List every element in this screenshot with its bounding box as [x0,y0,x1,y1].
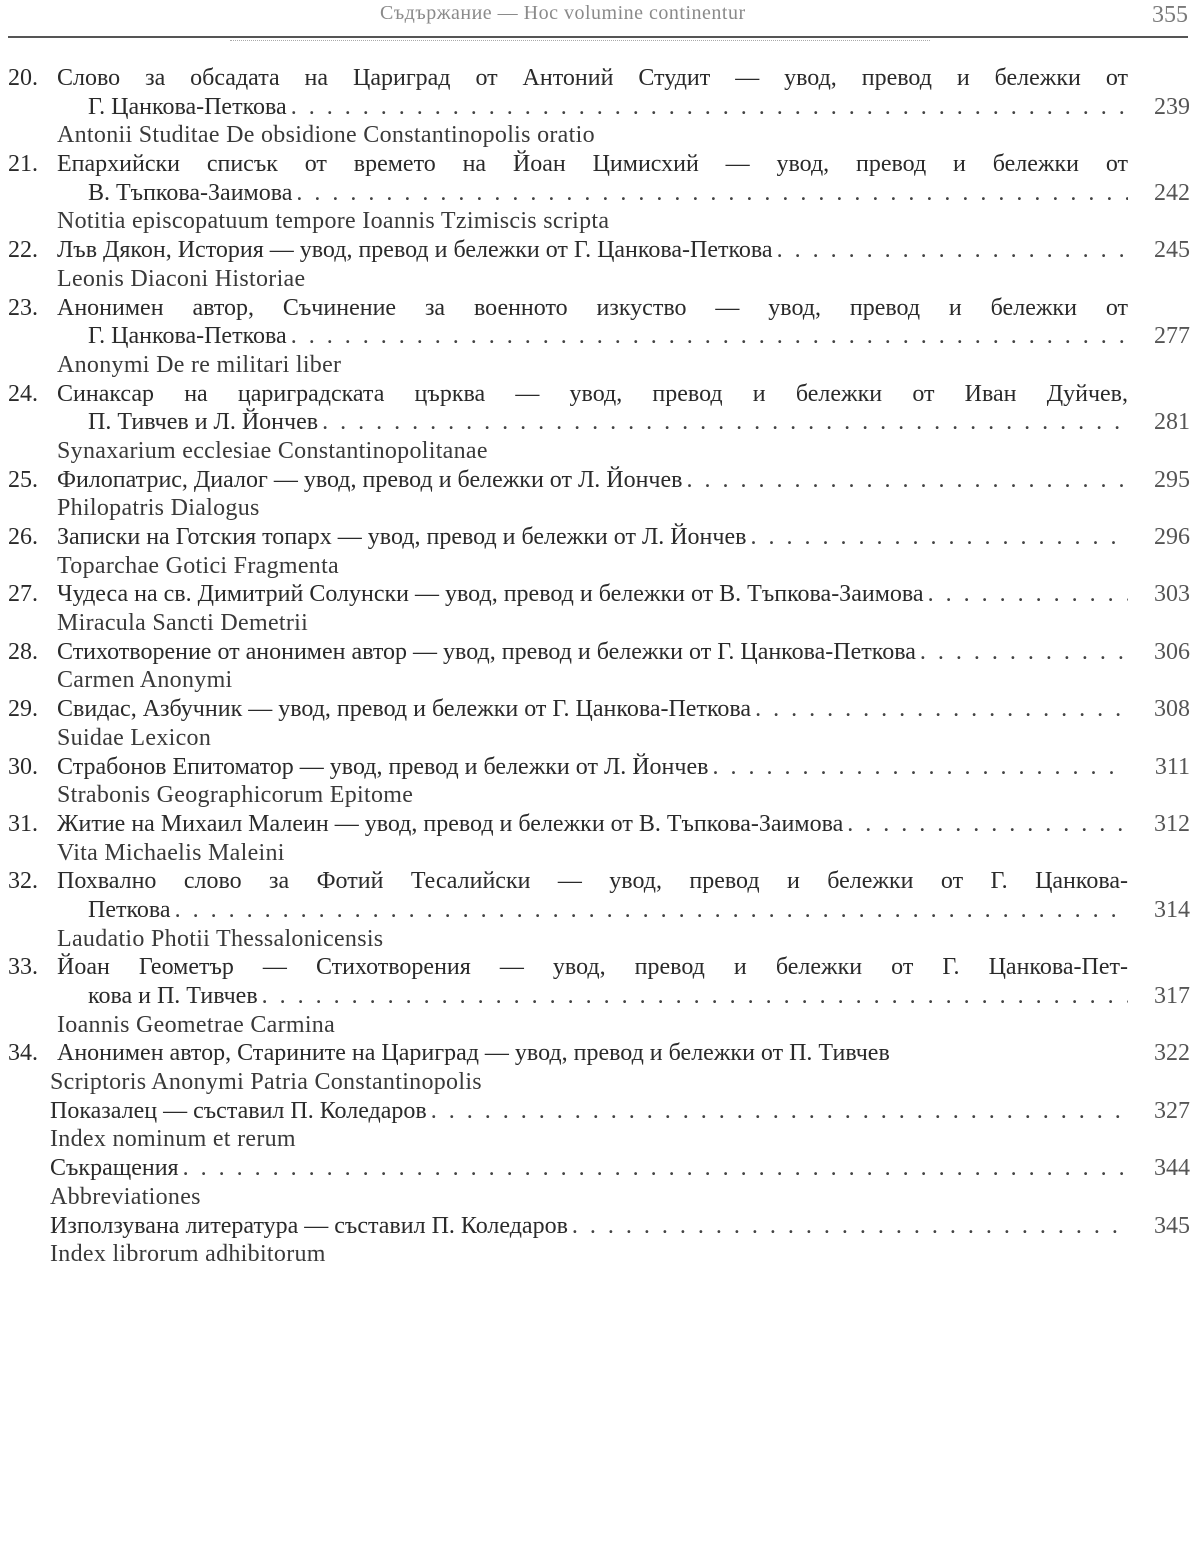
dot-leader [843,810,1128,839]
entry-page: 308 [1154,696,1190,723]
dot-leader [568,1212,1128,1241]
entry-latin-title: Carmen Anonymi [57,667,233,694]
toc-entry-24 [0,380,1200,466]
dot-leader [773,236,1128,265]
toc-entry-21 [0,150,1200,236]
entry-title: Свидас, Азбучник — увод, превод и бележки от Г. Цанкова-Петкова [57,696,752,723]
dot-leader [916,638,1128,667]
entry-page: 322 [1154,1040,1190,1067]
entry-title: Показалец — съставил П. Коледаров [50,1097,427,1124]
dot-leader [746,523,1128,552]
toc-entry-bibliography [0,1212,1200,1269]
entry-latin-title: Laudatio Photii Thessalonicensis [57,925,384,952]
entry-title-line2: кова и П. Тивчев [88,983,258,1009]
entry-page: 317 [1154,983,1190,1009]
toc-entry-27 [0,580,1200,637]
entry-title: Чудеса на св. Димитрий Солунски — увод, превод и бележки от В. Тъпкова-Заимова [57,581,924,608]
toc-entry-30 [0,753,1200,810]
toc-entry-20 [0,64,1200,150]
entry-page: 281 [1154,409,1190,436]
entry-title: Страбонов Епитоматор — увод, превод и бележки от Л. Йончев [57,753,709,780]
entry-title-line2: Петкова [88,896,171,923]
entry-latin-title: Synaxarium ecclesiae Constantinopolitanae [57,437,488,464]
toc-entry-23 [0,294,1200,380]
entry-page: 239 [1154,93,1190,120]
entry-page: 296 [1154,524,1190,550]
toc-entry-31 [0,810,1200,867]
entry-title-line2: П. Тивчев и Л. Йончев [88,409,319,436]
entry-latin-title: Toparchae Gotici Fragmenta [57,552,340,579]
running-title: Съдържание — Hoc volumine continentur [380,2,746,24]
toc-entry-index [0,1097,1200,1154]
entry-latin-title: Miracula Sancti Demetrii [57,610,309,637]
toc-entry-34 [0,1039,1200,1096]
entry-number: 28. [8,638,38,665]
entry-number: 22. [8,237,38,264]
entry-number: 27. [8,581,38,608]
toc-entry-26 [0,523,1200,580]
entry-title-line1: Йоан Геометър — Стихотворения — увод, превод и бележки от Г. Цанкова-Пет- [57,954,1128,981]
entry-latin-title: Anonymi De re militari liber [57,351,342,378]
page-number: 355 [1152,2,1188,28]
dot-leader [924,580,1128,609]
entry-latin-title: Suidae Lexicon [57,724,212,751]
entry-latin-title: Ioannis Geometrae Carmina [57,1011,336,1038]
entry-title: Съкращения [50,1155,179,1182]
entry-title-line1: Слово за обсадата на Цариград от Антоний Студит — увод, превод и бележки от [57,65,1128,91]
entry-page: 345 [1154,1212,1190,1239]
dot-leader [683,466,1129,495]
entry-title-line1: Синаксар на цариградската църква — увод, превод и бележки от Иван Дуйчев, [57,380,1128,407]
dot-leader [258,982,1128,1011]
entry-title: Житие на Михаил Малеин — увод, превод и бележки от В. Тъпкова-Заимова [57,810,844,837]
entry-page: 312 [1154,810,1190,837]
toc-entry-28 [0,638,1200,695]
dot-leader [751,695,1128,724]
entry-title-line1: Епархийски списък от времето на Йоан Цимисхий — увод, превод и бележки от [57,151,1128,178]
toc-entry-29 [0,695,1200,752]
toc-entry-22 [0,236,1200,293]
entry-number: 26. [8,524,38,550]
entry-latin-title: Index nominum et rerum [50,1126,296,1153]
dot-leader [287,93,1128,122]
entry-title: Записки на Готския топарх — увод, превод и бележки от Л. Йончев [57,524,747,550]
entry-page: 303 [1154,581,1190,608]
dot-leader [708,753,1128,782]
entry-number: 23. [8,294,38,321]
entry-title: Филопатрис, Диалог — увод, превод и бележки от Л. Йончев [57,466,683,493]
entry-latin-title: Strabonis Geographicorum Epitome [57,782,414,809]
dot-leader [287,322,1128,351]
entry-title: Използувана литература — съставил П. Коледаров [50,1212,568,1239]
entry-title: Анонимен автор, Старините на Цариград — увод, превод и бележки от П. Тивчев [57,1040,890,1067]
table-of-contents [0,64,1200,1269]
entry-page: 311 [1154,753,1190,780]
header-rule-faint [230,40,930,41]
entry-title-line1: Анонимен автор, Съчинение за военното изкуство — увод, превод и бележки от [57,294,1128,321]
dot-leader [171,896,1128,925]
entry-number: 31. [8,810,38,837]
entry-number: 30. [8,753,38,780]
entry-number: 33. [8,954,38,981]
entry-latin-title: Notitia episcopatuum tempore Ioannis Tzimiscis scripta [57,208,610,235]
entry-title: Лъв Дякон, История — увод, превод и бележки от Г. Цанкова-Петкова [57,237,773,264]
dot-leader [292,179,1128,208]
entry-page: 242 [1154,179,1190,206]
entry-title-line2: Г. Цанкова-Петкова [88,93,287,120]
entry-page: 327 [1154,1097,1190,1124]
entry-number: 29. [8,696,38,723]
entry-number: 20. [8,65,38,91]
entry-page: 245 [1154,237,1190,264]
entry-title-line1: Похвално слово за Фотий Тесалийски — увод, превод и бележки от Г. Цанкова- [57,868,1128,895]
entry-latin-title: Abbreviationes [50,1183,201,1210]
toc-entry-25 [0,466,1200,523]
header-rule [8,36,1188,38]
entry-title: Стихотворение от анонимен автор — увод, превод и бележки от Г. Цанкова-Петкова [57,638,916,665]
toc-entry-33 [0,953,1200,1039]
entry-latin-title: Index librorum adhibitorum [50,1241,326,1268]
entry-number: 32. [8,868,38,895]
entry-title-line2: Г. Цанкова-Петкова [88,323,287,350]
entry-latin-title: Vita Michaelis Maleini [57,839,285,866]
entry-page: 344 [1154,1155,1190,1182]
dot-leader [318,408,1128,437]
entry-number: 24. [8,380,38,407]
running-head [0,0,1200,40]
entry-latin-title: Antonii Studitae De obsidione Constantinopolis oratio [57,122,595,149]
toc-entry-abbreviations [0,1154,1200,1211]
entry-number: 25. [8,466,38,493]
entry-page: 277 [1154,323,1190,350]
entry-number: 34. [8,1040,38,1067]
entry-page: 306 [1154,638,1190,665]
entry-latin-title: Philopatris Dialogus [57,495,260,522]
dot-leader [427,1097,1128,1126]
entry-title-line2: В. Тъпкова-Заимова [88,179,293,206]
toc-entry-32 [0,867,1200,953]
entry-latin-title: Scriptoris Anonymi Patria Constantinopolis [50,1069,482,1096]
entry-latin-title: Leonis Diaconi Historiae [57,265,306,292]
entry-number: 21. [8,151,38,178]
entry-page: 295 [1154,466,1190,493]
entry-page: 314 [1154,896,1190,923]
dot-leader [179,1154,1128,1183]
